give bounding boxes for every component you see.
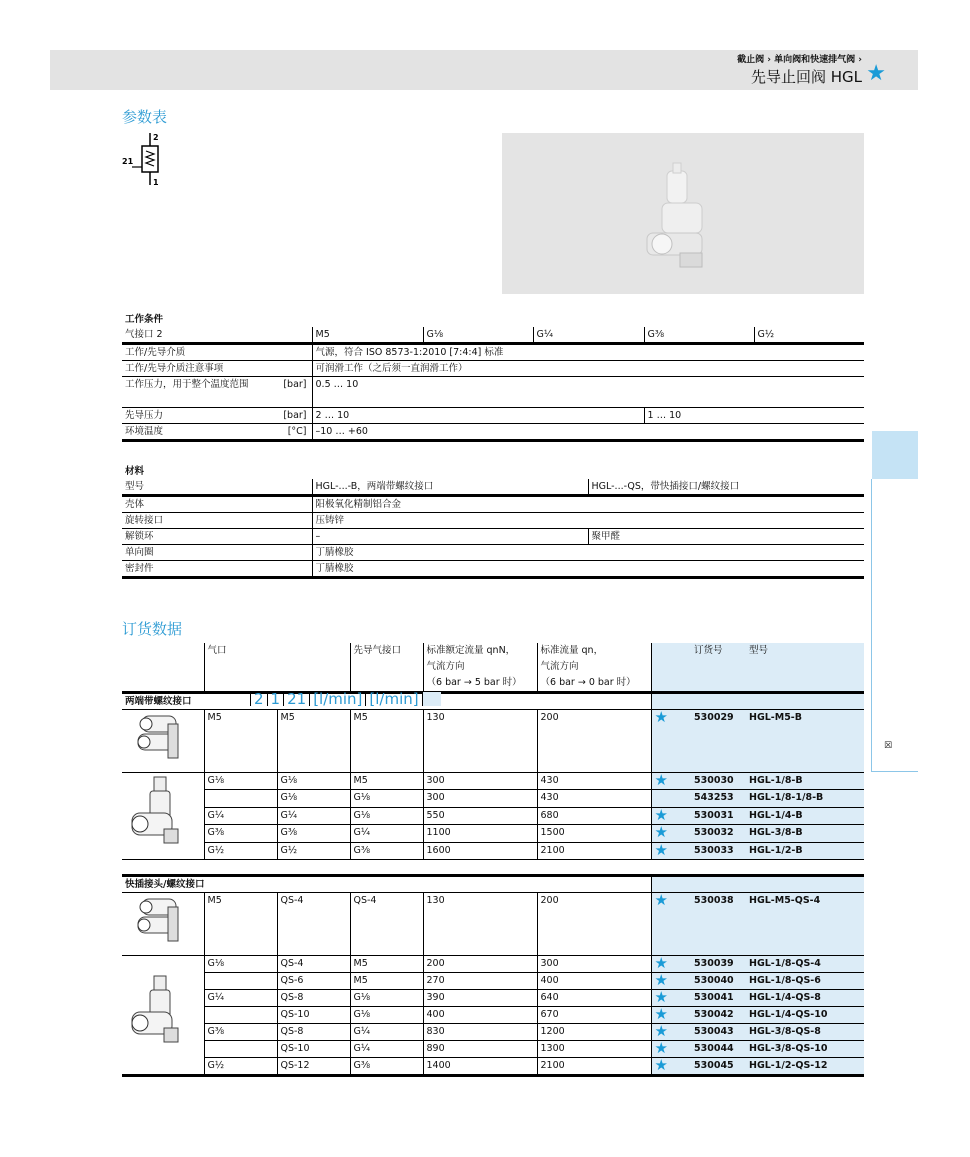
type-cell[interactable]: HGL-1/8-1/8-B [746, 790, 864, 807]
port-1-cell: QS-4 [277, 893, 350, 956]
row-label: 密封件 [122, 561, 312, 578]
type-cell[interactable]: HGL-1/2-QS-12 [746, 1058, 864, 1076]
port-2-cell [204, 1007, 277, 1024]
port-col: G½ [754, 327, 864, 344]
type-cell[interactable]: HGL-3/8-QS-10 [746, 1041, 864, 1058]
star-icon: ★ [866, 61, 886, 86]
part-number-cell[interactable]: 530030 [691, 773, 746, 790]
flow-standard-cell: 680 [537, 807, 651, 824]
table-row [122, 710, 864, 773]
flow-standard-cell: 430 [537, 790, 651, 807]
type-cell[interactable]: HGL-1/8-QS-4 [746, 956, 864, 973]
pilot-port-cell: G⅜ [350, 842, 423, 859]
material-col: HGL-...-QS，带快插接口/螺纹接口 [588, 479, 864, 496]
section-title-params: 参数表 [122, 108, 168, 126]
type-cell[interactable]: HGL-1/8-B [746, 773, 864, 790]
conditions-table [122, 312, 864, 442]
flow-nominal-cell: 1600 [423, 842, 537, 859]
table-row [122, 790, 864, 807]
flow-nominal-cell: 130 [423, 893, 537, 956]
side-icon[interactable]: ☒ [884, 741, 893, 751]
port-1-cell: QS-6 [277, 973, 350, 990]
header-flow2: （6 bar → 0 bar 时） [540, 677, 636, 688]
pilot-port-cell: G⅜ [350, 1058, 423, 1076]
port-2-cell: M5 [204, 893, 277, 956]
pilot-port-cell: G⅛ [350, 807, 423, 824]
star-icon: ★ [651, 1024, 691, 1041]
flow-standard-cell: 400 [537, 973, 651, 990]
flow-standard-cell: 640 [537, 990, 651, 1007]
port-1-cell: QS-8 [277, 990, 350, 1007]
pilot-port-cell: M5 [350, 773, 423, 790]
part-number-cell[interactable]: 530045 [691, 1058, 746, 1076]
port-2-cell: G½ [204, 842, 277, 859]
flow-nominal-cell: 400 [423, 1007, 537, 1024]
row-value: 0.5 … 10 [312, 377, 864, 408]
port-1-cell: M5 [277, 710, 350, 773]
pilot-port-cell: G¼ [350, 1041, 423, 1058]
port-2-cell: G½ [204, 1058, 277, 1076]
pilot-port-cell: G⅛ [350, 1007, 423, 1024]
table-row [122, 1024, 864, 1041]
type-cell[interactable]: HGL-1/4-QS-8 [746, 990, 864, 1007]
flow-nominal-cell: 550 [423, 807, 537, 824]
row-value: 丁腈橡胶 [312, 561, 864, 578]
material-col: HGL-...-B，两端带螺纹接口 [312, 479, 588, 496]
row-label: 工作/先导介质注意事项 [122, 361, 312, 377]
row-label: 工作/先导介质 [122, 344, 312, 361]
star-icon [651, 790, 691, 807]
table-row [122, 973, 864, 990]
table-row [122, 842, 864, 859]
row-label: 旋转接口 [122, 513, 312, 529]
port-1-cell: G⅛ [277, 773, 350, 790]
fitting-image [128, 893, 198, 949]
port-1-cell: QS-10 [277, 1041, 350, 1058]
port-col: G⅜ [644, 327, 754, 344]
type-cell[interactable]: HGL-3/8-QS-8 [746, 1024, 864, 1041]
row-label: 单向圈 [122, 545, 312, 561]
row-value-2: 聚甲醛 [588, 529, 864, 545]
row-value-2: 1 … 10 [644, 408, 864, 424]
flow-standard-cell: 300 [537, 956, 651, 973]
section-b-title: 两端带螺纹接口 [122, 693, 651, 710]
flow-standard-cell: 2100 [537, 842, 651, 859]
port-1-cell: G¼ [277, 807, 350, 824]
side-tab[interactable] [872, 431, 918, 479]
row-value: 阳极氧化精制铝合金 [312, 496, 864, 513]
row-unit: [bar] [283, 410, 307, 421]
header-partno: 订货号 [691, 643, 746, 691]
sub-21: 21 [284, 692, 310, 707]
star-icon: ★ [651, 842, 691, 859]
pilot-port-cell: G⅛ [350, 790, 423, 807]
product-photo [502, 133, 864, 294]
part-number-cell[interactable]: 530043 [691, 1024, 746, 1041]
header-port: 气口 [204, 643, 350, 691]
type-cell[interactable]: HGL-1/4-QS-10 [746, 1007, 864, 1024]
port-2-cell [204, 973, 277, 990]
type-cell[interactable]: HGL-1/4-B [746, 807, 864, 824]
table-row [122, 825, 864, 842]
row-unit: [°C] [287, 426, 307, 437]
type-cell[interactable]: HGL-M5-B [746, 710, 864, 773]
star-icon: ★ [651, 773, 691, 790]
star-icon: ★ [651, 1041, 691, 1058]
flow-nominal-cell: 270 [423, 973, 537, 990]
section-title-order: 订货数据 [122, 620, 183, 638]
flow-standard-cell: 1200 [537, 1024, 651, 1041]
type-label: 型号 [125, 481, 145, 492]
flow-nominal-cell: 200 [423, 956, 537, 973]
port-2-cell: G¼ [204, 807, 277, 824]
sub-unit: [l/min] [310, 692, 366, 707]
fitting-image [128, 710, 198, 766]
table-row [122, 773, 864, 790]
part-number-cell[interactable]: 530031 [691, 807, 746, 824]
row-value: 压铸锌 [312, 513, 864, 529]
table-row [122, 990, 864, 1007]
port-left-label: 21 [122, 157, 134, 166]
breadcrumb[interactable]: 截止阀 › 单向阀和快速排气阀 › [737, 55, 862, 65]
pilot-port-cell: M5 [350, 710, 423, 773]
port-1-cell: G⅜ [277, 825, 350, 842]
side-divider [871, 771, 918, 772]
part-number-cell[interactable]: 543253 [691, 790, 746, 807]
header-flow1: 标准额定流量 qnN， [426, 645, 516, 656]
table-row [122, 956, 864, 973]
flow-standard-cell: 1500 [537, 825, 651, 842]
part-number-cell[interactable]: 530038 [691, 893, 746, 956]
flow-nominal-cell: 130 [423, 710, 537, 773]
materials-heading: 材料 [125, 466, 145, 477]
valve-symbol-icon [122, 133, 164, 189]
star-icon: ★ [651, 973, 691, 990]
port-col: G¼ [533, 327, 644, 344]
port-bottom-label: 1 [153, 178, 159, 187]
conditions-heading: 工作条件 [125, 314, 164, 325]
row-label: 环境温度 [125, 426, 164, 437]
fitting-image [128, 972, 198, 1052]
part-number-cell[interactable]: 530033 [691, 842, 746, 859]
port-2-cell: G⅛ [204, 773, 277, 790]
port-2-cell: G¼ [204, 990, 277, 1007]
row-value: 丁腈橡胶 [312, 545, 864, 561]
row-label: 壳体 [122, 496, 312, 513]
star-icon: ★ [651, 893, 691, 956]
port-2-cell: G⅛ [204, 956, 277, 973]
materials-table [122, 464, 864, 579]
row-value: 气源，符合 ISO 8573-1:2010 [7:4:4] 标准 [312, 344, 864, 361]
pilot-port-cell: G⅛ [350, 990, 423, 1007]
pilot-port-cell: M5 [350, 956, 423, 973]
type-cell[interactable]: HGL-3/8-B [746, 825, 864, 842]
part-number-cell[interactable]: 530041 [691, 990, 746, 1007]
star-icon: ★ [651, 956, 691, 973]
fitting-image [128, 773, 198, 853]
port-top-label: 2 [153, 133, 159, 142]
port-1-cell: QS-12 [277, 1058, 350, 1076]
sub-2: 2 [251, 692, 268, 707]
side-divider [871, 479, 872, 772]
flow-nominal-cell: 890 [423, 1041, 537, 1058]
type-cell[interactable]: HGL-M5-QS-4 [746, 893, 864, 956]
table-row [122, 807, 864, 824]
row-value: 2 … 10 [312, 408, 644, 424]
port-2-cell [204, 790, 277, 807]
table-row [122, 893, 864, 956]
sub-unit: [l/min] [366, 692, 422, 707]
pilot-port-cell: QS-4 [350, 893, 423, 956]
part-number-cell[interactable]: 530044 [691, 1041, 746, 1058]
header-flow2: 标准流量 qn， [540, 645, 604, 656]
header-type: 型号 [746, 643, 864, 691]
star-icon: ★ [651, 1007, 691, 1024]
table-row [122, 1041, 864, 1058]
flow-standard-cell: 200 [537, 893, 651, 956]
row-value: – [312, 529, 588, 545]
star-icon: ★ [651, 825, 691, 842]
flow-standard-cell: 2100 [537, 1058, 651, 1076]
port-1-cell: QS-8 [277, 1024, 350, 1041]
sub-1: 1 [267, 692, 284, 707]
flow-standard-cell: 430 [537, 773, 651, 790]
part-number-cell[interactable]: 530029 [691, 710, 746, 773]
type-cell[interactable]: HGL-1/2-B [746, 842, 864, 859]
port-1-cell: QS-10 [277, 1007, 350, 1024]
port-col: G⅛ [423, 327, 533, 344]
header-flow2: 气流方向 [540, 661, 579, 672]
row-value: 可润滑工作（之后须一直润滑工作） [312, 361, 864, 377]
star-icon: ★ [651, 710, 691, 773]
flow-standard-cell: 200 [537, 710, 651, 773]
page-title: 先导止回阀 HGL [750, 68, 862, 86]
header-flow1: （6 bar → 5 bar 时） [426, 677, 522, 688]
table-row [122, 1007, 864, 1024]
port-1-cell: G⅛ [277, 790, 350, 807]
flow-nominal-cell: 300 [423, 790, 537, 807]
table-row [122, 1058, 864, 1076]
page-header [50, 50, 918, 90]
row-label: 工作压力，用于整个温度范围 [125, 379, 249, 390]
row-unit: [bar] [283, 379, 307, 390]
row-label: 解锁环 [122, 529, 312, 545]
star-icon: ★ [651, 807, 691, 824]
port-1-cell: G½ [277, 842, 350, 859]
row-label: 先导压力 [125, 410, 164, 421]
order-table [122, 643, 864, 1077]
port-1-cell: QS-4 [277, 956, 350, 973]
flow-nominal-cell: 390 [423, 990, 537, 1007]
section-qs-title: 快插接头/螺纹接口 [122, 876, 651, 893]
row-value: –10 … +60 [312, 424, 864, 441]
header-flow1: 气流方向 [426, 661, 465, 672]
part-number-cell[interactable]: 530039 [691, 956, 746, 973]
flow-standard-cell: 1300 [537, 1041, 651, 1058]
flow-standard-cell: 670 [537, 1007, 651, 1024]
port-2-cell: G⅜ [204, 825, 277, 842]
header-pilot: 先导气接口 [350, 643, 423, 691]
pilot-port-cell: G¼ [350, 825, 423, 842]
port-2-cell: G⅜ [204, 1024, 277, 1041]
flow-nominal-cell: 1400 [423, 1058, 537, 1076]
star-icon: ★ [651, 1058, 691, 1076]
part-number-cell[interactable]: 530032 [691, 825, 746, 842]
port-label: 气接口 2 [125, 329, 163, 340]
port-col: M5 [312, 327, 423, 344]
port-2-cell [204, 1041, 277, 1058]
flow-nominal-cell: 300 [423, 773, 537, 790]
part-number-cell[interactable]: 530040 [691, 973, 746, 990]
type-cell[interactable]: HGL-1/8-QS-6 [746, 973, 864, 990]
flow-nominal-cell: 830 [423, 1024, 537, 1041]
pilot-port-cell: M5 [350, 973, 423, 990]
part-number-cell[interactable]: 530042 [691, 1007, 746, 1024]
flow-nominal-cell: 1100 [423, 825, 537, 842]
port-2-cell: M5 [204, 710, 277, 773]
pilot-port-cell: G¼ [350, 1024, 423, 1041]
star-icon: ★ [651, 990, 691, 1007]
